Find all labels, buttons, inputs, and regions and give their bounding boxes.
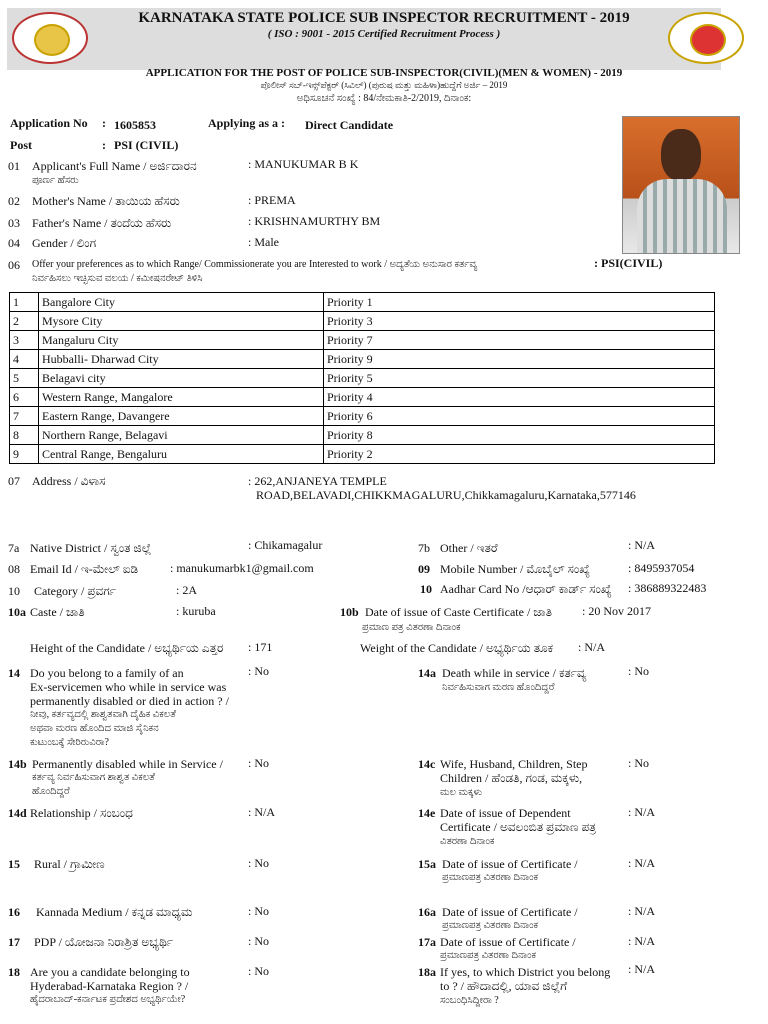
d16a-line-2: ಪ್ರಮಾಣಪತ್ರ ವಿತರಣಾ ದಿನಾಂಕ	[442, 920, 539, 931]
d16-no: 16	[8, 905, 20, 919]
d10b-label-kn: ಪ್ರಮಾಣ ಪತ್ರ ವಿತರಣಾ ದಿನಾಂಕ	[362, 622, 461, 633]
d16a-line-1: Date of issue of Certificate /	[442, 905, 578, 919]
d18-no: 18	[8, 965, 20, 979]
d16a-value: : N/A	[628, 904, 655, 918]
pref-no: 7	[10, 407, 39, 426]
pref-place: Hubballi- Dharwad City	[39, 350, 324, 369]
d14d-no: 14d	[8, 806, 27, 820]
d18-value: : No	[248, 964, 269, 978]
pref-place: Western Range, Mangalore	[39, 388, 324, 407]
d17a-value: : N/A	[628, 934, 655, 948]
pref-place: Mysore City	[39, 312, 324, 331]
d08-label: Email Id / ಇ-ಮೇಲ್ ಐಡಿ	[30, 562, 139, 576]
field-02-value: : PREMA	[248, 193, 296, 207]
pref-priority: Priority 8	[324, 426, 715, 445]
d14b-line-1: Permanently disabled while in Service /	[32, 757, 223, 771]
d14e-no: 14e	[418, 806, 436, 820]
pref-no: 6	[10, 388, 39, 407]
d14a-line-1: Death while in service / ಕರ್ತವ್ಯ	[442, 666, 587, 680]
field-06-label: Offer your preferences as to which Range/ Commissionerate you are Interested to work / ಅದ್ಯತೆಯ ಅನುಸಾರ ಕರ್ತವ್ಯ	[32, 259, 478, 270]
d14e-line-3: ವಿತರಣಾ ದಿನಾಂಕ	[440, 836, 495, 847]
applicant-photo	[622, 116, 740, 254]
d10-no: 10	[8, 584, 20, 598]
d14-line-6: ಕುಟುಂಬಕ್ಕೆ ಸೇರಿರುವಿರಾ?	[30, 737, 109, 748]
caste-value: : kuruba	[176, 604, 216, 618]
d14c-line-2: Children / ಹೆಂಡತಿ, ಗಂಡ, ಮಕ್ಕಳು,	[440, 771, 583, 785]
d17-label: PDP / ಯೋಜನಾ ನಿರಾಶ್ರಿತ ಅಭ್ಯರ್ಥಿ	[34, 935, 174, 949]
field-02-no: 02	[8, 194, 20, 208]
d7a-value: : Chikamagalur	[248, 538, 323, 552]
pref-priority: Priority 5	[324, 369, 715, 388]
d14a-line-2: ನಿರ್ವಹಿಸುವಾಗ ಮರಣ ಹೊಂದಿದ್ದರೆ	[442, 682, 555, 693]
category-value: : 2A	[176, 583, 197, 597]
table-row	[10, 407, 715, 426]
notification-number: ಅಧಿಸೂಚನೆ ಸಂಖ್ಯೆ : 84/ನೇಮಕಾತಿ-2/2019, ದಿನಾಂಕ:	[296, 93, 472, 104]
field-07-label: Address / ವಿಳಾಸ	[32, 474, 106, 488]
pref-priority: Priority 7	[324, 331, 715, 350]
pref-place: Belagavi city	[39, 369, 324, 388]
pref-no: 5	[10, 369, 39, 388]
d08-no: 08	[8, 562, 20, 576]
page-title: KARNATAKA STATE POLICE SUB INSPECTOR RECRUITMENT - 2019	[138, 10, 630, 26]
d18-line-2: Hyderabad-Karnataka Region ? /	[30, 979, 189, 993]
pref-no: 1	[10, 293, 39, 312]
pref-no: 3	[10, 331, 39, 350]
pref-priority: Priority 2	[324, 445, 715, 464]
father-name: KRISHNAMURTHY BM	[254, 214, 381, 228]
d18-line-1: Are you a candidate belonging to	[30, 965, 190, 979]
table-row	[10, 293, 715, 312]
weight-value: : N/A	[578, 640, 605, 654]
pref-place: Eastern Range, Davangere	[39, 407, 324, 426]
address-line-2: ROAD,BELAVADI,CHIKKMAGALURU,Chikkamagaluru,Karnataka,577146	[256, 488, 636, 502]
d14c-line-3: ಮಲ ಮಕ್ಕಳು	[440, 787, 483, 798]
table-row	[10, 350, 715, 369]
pref-priority: Priority 9	[324, 350, 715, 369]
d18-line-3: ಹೈದರಾಬಾದ್-ಕರ್ನಾಟಕ ಪ್ರದೇಶದ ಅಭ್ಯರ್ಥಿಯೇ?	[30, 994, 186, 1005]
pref-place: Central Range, Bengaluru	[39, 445, 324, 464]
application-no-colon: :	[102, 116, 106, 130]
email-value: : manukumarbk1@gmail.com	[170, 561, 314, 575]
d15-label: Rural / ಗ್ರಾಮೀಣ	[34, 857, 105, 871]
d10b-no: 10b	[340, 605, 359, 619]
d18a-no: 18a	[418, 965, 436, 979]
applying-as-label: Applying as a :	[208, 116, 286, 130]
pref-place: Mangaluru City	[39, 331, 324, 350]
d7a-no: 7a	[8, 541, 20, 555]
mobile-value: : 8495937054	[628, 561, 695, 575]
field-01-label: Applicant's Full Name / ಅರ್ಜಿದಾರನ	[32, 159, 197, 173]
d15-value: : No	[248, 856, 269, 870]
d7b-value: : N/A	[628, 538, 655, 552]
d09-no: 09	[418, 562, 430, 576]
d14e-value: : N/A	[628, 805, 655, 819]
table-row	[10, 426, 715, 445]
d10r-no: 10	[420, 582, 432, 596]
d15a-no: 15a	[418, 857, 436, 871]
d14-line-2: Ex-servicemen who while in service was	[30, 680, 227, 694]
d18a-line-3: ಸಂಬಂಧಿಸಿದ್ದೀರಾ ?	[440, 995, 499, 1006]
table-row	[10, 445, 715, 464]
d14c-no: 14c	[418, 757, 436, 771]
d14d-label: Relationship / ಸಂಬಂಧ	[30, 806, 133, 820]
field-06-value: : PSI(CIVIL)	[594, 256, 663, 270]
d17a-no: 17a	[418, 935, 436, 949]
d14b-line-3: ಹೊಂದಿದ್ದರೆ	[32, 786, 70, 797]
field-01-label-kn: ಪೂರ್ಣ ಹೆಸರು	[32, 175, 79, 186]
d14b-line-2: ಕರ್ತವ್ಯ ನಿರ್ವಹಿಸುವಾಗ ಶಾಶ್ವತ ವಿಕಲತೆ	[32, 772, 155, 783]
d17a-line-2: ಪ್ರಮಾಣಪತ್ರ ವಿತರಣಾ ದಿನಾಂಕ	[440, 950, 537, 961]
pref-no: 4	[10, 350, 39, 369]
d14d-value: : N/A	[248, 805, 275, 819]
d14e-line-1: Date of issue of Dependent	[440, 806, 571, 820]
page-subtitle: ( ISO : 9001 - 2015 Certified Recruitment Process )	[267, 28, 501, 40]
field-04-no: 04	[8, 236, 20, 250]
d16-label: Kannada Medium / ಕನ್ನಡ ಮಾಧ್ಯಮ	[36, 905, 193, 919]
table-row	[10, 388, 715, 407]
pref-place: Bangalore City	[39, 293, 324, 312]
d7b-label: Other / ಇತರೆ	[440, 541, 498, 555]
field-01-value: : MANUKUMAR B K	[248, 157, 359, 171]
gender: Male	[254, 235, 279, 249]
field-01-no: 01	[8, 159, 20, 173]
d17a-line-1: Date of issue of Certificate /	[440, 935, 576, 949]
d14c-value: : No	[628, 756, 649, 770]
d15-no: 15	[8, 857, 20, 871]
table-row	[10, 312, 715, 331]
applicant-name: MANUKUMAR B K	[254, 157, 359, 171]
aadhar-value: : 386889322483	[628, 581, 707, 595]
d14a-no: 14a	[418, 666, 436, 680]
field-06-no: 06	[8, 258, 20, 272]
pref-no: 8	[10, 426, 39, 445]
d10b-label: Date of issue of Caste Certificate / ಜಾತಿ	[365, 605, 552, 619]
field-07-no: 07	[8, 474, 20, 488]
caste-cert-date: : 20 Nov 2017	[582, 604, 651, 618]
d14c-line-1: Wife, Husband, Children, Step	[440, 757, 588, 771]
preferences-table	[9, 292, 715, 464]
height-value: : 171	[248, 640, 273, 654]
weight-label: Weight of the Candidate / ಅಭ್ಯರ್ಥಿಯ ತೂಕ	[360, 641, 553, 655]
d14b-value: : No	[248, 756, 269, 770]
pref-place: Northern Range, Belagavi	[39, 426, 324, 445]
d15a-value: : N/A	[628, 856, 655, 870]
post-label: Post	[10, 138, 32, 152]
d18a-line-1: If yes, to which District you belong	[440, 965, 611, 979]
d10-label: Category / ಪ್ರವರ್ಗ	[34, 584, 116, 598]
d17-no: 17	[8, 935, 20, 949]
d16a-no: 16a	[418, 905, 436, 919]
field-06-label-kn: ನಿರ್ವಹಿಸಲು ಇಚ್ಛಿಸುವ ವಲಯ / ಕಮೀಷನರೇಟ್ ತಿಳಿಸಿ	[32, 273, 203, 284]
d16-value: : No	[248, 904, 269, 918]
address-line-1-text: 262,ANJANEYA TEMPLE	[254, 474, 387, 488]
application-no-label: Application No	[10, 116, 88, 130]
post-colon: :	[102, 138, 106, 152]
d18a-value: : N/A	[628, 962, 655, 976]
application-heading-kn: ಪೊಲೀಸ್ ಸಬ್-ಇನ್ಸ್‌ಪೆಕ್ಟರ್ (ಸಿವಿಲ್) (ಪುರುಷ ಮತ್ತು ಮಹಿಳಾ)ಹುದ್ದೆಗೆ ಅರ್ಜಿ – 2019	[260, 80, 508, 90]
d10a-no: 10a	[8, 605, 26, 619]
application-no: 1605853	[114, 118, 156, 132]
field-04-value: : Male	[248, 235, 279, 249]
d14-line-3: permanently disabled or died in action ? /	[30, 694, 229, 708]
d17-value: : No	[248, 934, 269, 948]
d14b-no: 14b	[8, 757, 27, 771]
d09-label: Mobile Number / ಮೊಬೈಲ್ ಸಂಖ್ಯೆ	[440, 562, 591, 576]
applying-as-value: Direct Candidate	[305, 118, 394, 132]
application-heading: APPLICATION FOR THE POST OF POLICE SUB-INSPECTOR(CIVIL)(MEN & WOMEN) - 2019	[145, 67, 623, 79]
d10r-label: Aadhar Card No /ಆಧಾರ್ ಕಾರ್ಡ್ ಸಂಖ್ಯೆ	[440, 582, 612, 596]
d14a-value: : No	[628, 664, 649, 678]
pref-priority: Priority 3	[324, 312, 715, 331]
d14-line-4: ನೀವು, ಕರ್ತವ್ಯದಲ್ಲಿ ಶಾಶ್ವತವಾಗಿ ದೈಹಿಕ ವಿಕಲತೆ	[30, 709, 176, 720]
pref-priority: Priority 1	[324, 293, 715, 312]
d18a-line-2: to ? / ಹೌದಾದಲ್ಲಿ, ಯಾವ ಜಿಲ್ಲೆಗೆ	[440, 979, 568, 993]
address-line-1: : 262,ANJANEYA TEMPLE	[248, 474, 387, 488]
d7a-label: Native District / ಸ್ವಂತ ಜಿಲ್ಲೆ	[30, 541, 152, 555]
d14e-line-2: Certificate / ಅವಲಂಬಿತ ಪ್ರಮಾಣ ಪತ್ರ	[440, 820, 597, 834]
d7b-no: 7b	[418, 541, 430, 555]
field-03-value: : KRISHNAMURTHY BM	[248, 214, 381, 228]
height-label: Height of the Candidate / ಅಭ್ಯರ್ಥಿಯ ಎತ್ತರ	[30, 641, 224, 655]
pref-no: 2	[10, 312, 39, 331]
d10a-label: Caste / ಜಾತಿ	[30, 605, 85, 619]
field-03-no: 03	[8, 216, 20, 230]
field-04-label: Gender / ಲಿಂಗ	[32, 236, 97, 250]
d14-value: : No	[248, 664, 269, 678]
table-row	[10, 331, 715, 350]
pref-priority: Priority 6	[324, 407, 715, 426]
d14-line-5: ಅಥವಾ ಮರಣ ಹೊಂದಿದ ಮಾಜಿ ಸೈನಿಕನ	[30, 723, 159, 734]
table-row	[10, 369, 715, 388]
d14-no: 14	[8, 666, 20, 680]
d15a-line-2: ಪ್ರಮಾಣಪತ್ರ ವಿತರಣಾ ದಿನಾಂಕ	[442, 872, 539, 883]
field-02-label: Mother's Name / ತಾಯಿಯ ಹೆಸರು	[32, 194, 180, 208]
pref-priority: Priority 4	[324, 388, 715, 407]
post-value: PSI (CIVIL)	[114, 138, 179, 152]
mother-name: PREMA	[254, 193, 296, 207]
d14-line-1: Do you belong to a family of an	[30, 666, 184, 680]
pref-no: 9	[10, 445, 39, 464]
d15a-line-1: Date of issue of Certificate /	[442, 857, 578, 871]
field-03-label: Father's Name / ತಂದೆಯ ಹೆಸರು	[32, 216, 172, 230]
